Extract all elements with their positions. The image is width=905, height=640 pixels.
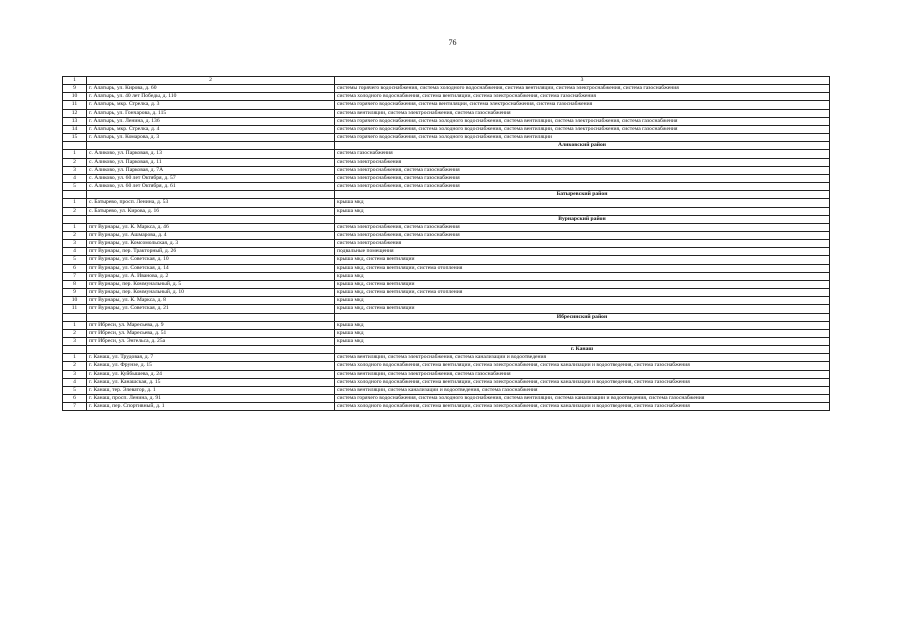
table-row	[63, 125, 830, 133]
row-address: г. Алатырь, ул. Комарова, д. 3	[87, 134, 335, 142]
table-row	[63, 370, 830, 378]
row-systems: система горячего водоснабжения, система холодного водоснабжения, система вентиляции, система электроснабжения, система газоснабжения	[335, 125, 830, 133]
row-number: 1	[63, 354, 87, 362]
document-table	[62, 76, 830, 411]
table-row	[63, 199, 830, 207]
table-row	[63, 321, 830, 329]
section-number-cell	[63, 313, 87, 321]
row-systems: система горячего водоснабжения, система холодного водоснабжения, система вентиляции, система канализации и водоотведения, система газоснабжения	[335, 395, 830, 403]
row-address: с. Аликово, ул. Парковая, д. 13	[87, 150, 335, 158]
table-row	[63, 338, 830, 346]
table-row	[63, 207, 830, 215]
row-number: 5	[63, 386, 87, 394]
table-row	[63, 150, 830, 158]
row-systems: система горячего водоснабжения, система холодного водоснабжения, система вентиляции	[335, 134, 830, 142]
table-row	[63, 117, 830, 125]
table-header-row	[63, 77, 830, 85]
row-address: г. Алатырь, ул. Кирова, д. 60	[87, 85, 335, 93]
table-row	[63, 183, 830, 191]
row-address: г. Алатырь, мкр. Стрелка, д. 4	[87, 125, 335, 133]
row-systems: системы горячего водоснабжения, система холодного водоснабжения, система вентиляции, система электроснабжения, система газоснабжения	[335, 85, 830, 93]
row-systems: система холодного водоснабжения, система вентиляции, система электроснабжения, система канализации и водоотведения, система газоснабжения	[335, 362, 830, 370]
row-number: 7	[63, 403, 87, 411]
row-number: 4	[63, 174, 87, 182]
table-row	[63, 354, 830, 362]
section-title: Батыревский район	[335, 191, 830, 199]
row-address: пгт Ибреси, ул. Маресьева, д. 9	[87, 321, 335, 329]
row-address: пгт Вурнары, ул. К. Маркса, д. 46	[87, 223, 335, 231]
column-header-address: 2	[87, 77, 335, 85]
row-systems: система электроснабжения, система газоснабжения	[335, 174, 830, 182]
table-row	[63, 240, 830, 248]
row-systems: крыша мкд	[335, 199, 830, 207]
table-section-row	[63, 313, 830, 321]
row-systems: система вентиляции, система электроснабжения, система газоснабжения	[335, 109, 830, 117]
row-number: 6	[63, 264, 87, 272]
row-systems: крыша мкд, система вентиляции, система отопления	[335, 289, 830, 297]
row-systems: крыша мкд	[335, 338, 830, 346]
row-number: 10	[63, 297, 87, 305]
row-address: пгт Вурнары, пер. Коммунальный, д. 10	[87, 289, 335, 297]
table-row	[63, 378, 830, 386]
row-systems: система холодного водоснабжения, система вентиляции, система электроснабжения, система газоснабжения	[335, 93, 830, 101]
row-number: 12	[63, 109, 87, 117]
row-address: г. Канаш, пер. Спортивный, д. 1	[87, 403, 335, 411]
row-number: 8	[63, 280, 87, 288]
row-number: 2	[63, 362, 87, 370]
row-number: 3	[63, 338, 87, 346]
table-row	[63, 395, 830, 403]
row-systems: система газоснабжения	[335, 150, 830, 158]
row-number: 4	[63, 378, 87, 386]
section-address-cell	[87, 346, 335, 354]
table-row	[63, 329, 830, 337]
section-title: г. Канаш	[335, 346, 830, 354]
column-header-systems: 3	[335, 77, 830, 85]
row-address: г. Канаш, ул. Канашская, д. 15	[87, 378, 335, 386]
row-address: пгт Ибреси, ул. Энгельса, д. 25а	[87, 338, 335, 346]
row-address: с. Батырево, просп. Ленина, д. 53	[87, 199, 335, 207]
row-systems: система электроснабжения, система газоснабжения	[335, 223, 830, 231]
row-number: 1	[63, 150, 87, 158]
table-row	[63, 93, 830, 101]
table-row	[63, 101, 830, 109]
row-address: г. Канаш, просп. Ленина, д. 91	[87, 395, 335, 403]
row-address: пгт Ибреси, ул. Маресьева, д. 51	[87, 329, 335, 337]
row-number: 2	[63, 329, 87, 337]
column-header-number: 1	[63, 77, 87, 85]
table-row	[63, 248, 830, 256]
table-row	[63, 256, 830, 264]
section-number-cell	[63, 215, 87, 223]
table-row	[63, 264, 830, 272]
row-systems: система электроснабжения	[335, 158, 830, 166]
table-row	[63, 289, 830, 297]
row-address: с. Аликово, ул. Парковая, д. 7А	[87, 166, 335, 174]
row-systems: система вентиляции, система электроснабжения, система газоснабжения	[335, 370, 830, 378]
section-address-cell	[87, 191, 335, 199]
row-systems: система электроснабжения, система газоснабжения	[335, 166, 830, 174]
table-section-row	[63, 191, 830, 199]
row-address: г. Канаш, ул. Фрунзе, д. 15	[87, 362, 335, 370]
row-systems: система холодного водоснабжения, система вентиляции, система электроснабжения, система канализации и водоотведения, система газоснабжения	[335, 403, 830, 411]
row-number: 6	[63, 395, 87, 403]
row-systems: крыша мкд	[335, 297, 830, 305]
row-address: г. Канаш, ул. Трудовая, д. 7	[87, 354, 335, 362]
row-systems: крыша мкд, система вентиляции	[335, 256, 830, 264]
table-row	[63, 109, 830, 117]
row-systems: крыша мкд, система вентиляции, система отопления	[335, 264, 830, 272]
row-number: 10	[63, 93, 87, 101]
section-address-cell	[87, 215, 335, 223]
row-address: с. Аликово, ул. Парковая, д. 11	[87, 158, 335, 166]
row-address: пгт Вурнары, ул. А. Иванова, д. 2	[87, 272, 335, 280]
page-number: 76	[448, 38, 457, 47]
section-address-cell	[87, 313, 335, 321]
row-systems: система вентиляции, система электроснабжения, система канализации и водоотведения	[335, 354, 830, 362]
row-number: 2	[63, 207, 87, 215]
row-address: пгт Вурнары, пер. Тракторный, д. 26	[87, 248, 335, 256]
table-row	[63, 362, 830, 370]
row-address: г. Алатырь, ул. Гончарова, д. 115	[87, 109, 335, 117]
table-row	[63, 297, 830, 305]
row-address: пгт Вурнары, ул. К. Маркса, д. 8	[87, 297, 335, 305]
row-address: г. Алатырь, ул. 40 лет Победы, д. 110	[87, 93, 335, 101]
row-number: 2	[63, 231, 87, 239]
row-number: 9	[63, 85, 87, 93]
table-row	[63, 305, 830, 313]
row-number: 11	[63, 305, 87, 313]
row-number: 1	[63, 321, 87, 329]
section-title: Ибресинский район	[335, 313, 830, 321]
row-systems: система горячего водоснабжения, система холодного водоснабжения, система вентиляции, система электроснабжения, система газоснабжения	[335, 117, 830, 125]
row-address: г. Канаш, тер. Элеватор, д. 1	[87, 386, 335, 394]
section-title: Вурнарский район	[335, 215, 830, 223]
table-row	[63, 223, 830, 231]
row-systems: система холодного водоснабжения, система вентиляции, система электроснабжения, система канализации и водоотведения, система газоснабжения	[335, 378, 830, 386]
table-row	[63, 85, 830, 93]
section-address-cell	[87, 142, 335, 150]
table-row	[63, 174, 830, 182]
table-body	[63, 85, 830, 411]
row-address: с. Аликово, ул. 60 лет Октября, д. 57	[87, 174, 335, 182]
table-section-row	[63, 142, 830, 150]
row-number: 13	[63, 117, 87, 125]
row-systems: система электроснабжения, система газоснабжения	[335, 183, 830, 191]
row-systems: система вентиляции, система канализации и водоотведения, система газоснабжения	[335, 386, 830, 394]
row-address: с. Аликово, ул. 60 лет Октября, д. 61	[87, 183, 335, 191]
table-row	[63, 280, 830, 288]
row-number: 1	[63, 223, 87, 231]
row-number: 3	[63, 166, 87, 174]
row-systems: подвальные помещения	[335, 248, 830, 256]
row-systems: крыша мкд, система вентиляции	[335, 280, 830, 288]
row-number: 9	[63, 289, 87, 297]
row-systems: крыша мкд, система вентиляции	[335, 305, 830, 313]
row-address: г. Канаш, ул. Куйбышева, д. 24	[87, 370, 335, 378]
row-number: 14	[63, 125, 87, 133]
table-row	[63, 134, 830, 142]
row-number: 1	[63, 199, 87, 207]
table-row	[63, 403, 830, 411]
table-section-row	[63, 215, 830, 223]
row-number: 5	[63, 256, 87, 264]
row-address: пгт Вурнары, ул. Ашмарова, д. 4	[87, 231, 335, 239]
row-number: 4	[63, 248, 87, 256]
row-number: 7	[63, 272, 87, 280]
row-systems: крыша мкд	[335, 272, 830, 280]
row-number: 3	[63, 240, 87, 248]
row-systems: крыша мкд	[335, 207, 830, 215]
row-number: 15	[63, 134, 87, 142]
table-row	[63, 231, 830, 239]
row-number: 3	[63, 370, 87, 378]
table-row	[63, 272, 830, 280]
row-systems: крыша мкд	[335, 329, 830, 337]
row-number: 11	[63, 101, 87, 109]
row-systems: крыша мкд	[335, 321, 830, 329]
row-address: г. Алатырь, ул. Ленина, д. 136	[87, 117, 335, 125]
table-row	[63, 386, 830, 394]
row-address: с. Батырево, ул. Кирова, д. 16	[87, 207, 335, 215]
row-number: 2	[63, 158, 87, 166]
row-systems: система горячего водоснабжения, система вентиляции, система электроснабжения, система газоснабжения	[335, 101, 830, 109]
section-number-cell	[63, 142, 87, 150]
row-address: пгт Вурнары, ул. Советская, д. 10	[87, 256, 335, 264]
table-row	[63, 158, 830, 166]
row-address: пгт Вурнары, ул. Комсомольская, д. 3	[87, 240, 335, 248]
section-number-cell	[63, 191, 87, 199]
row-address: пгт Вурнары, пер. Коммунальный, д. 5	[87, 280, 335, 288]
row-number: 5	[63, 183, 87, 191]
table-section-row	[63, 346, 830, 354]
row-systems: система электроснабжения	[335, 240, 830, 248]
section-number-cell	[63, 346, 87, 354]
row-address: пгт Вурнары, ул. Советская, д. 14	[87, 264, 335, 272]
table-row	[63, 166, 830, 174]
row-systems: система электроснабжения, система газоснабжения	[335, 231, 830, 239]
section-title: Аликовский район	[335, 142, 830, 150]
row-address: г. Алатырь, мкр. Стрелка, д. 3	[87, 101, 335, 109]
row-address: пгт Вурнары, ул. Советская, д. 21	[87, 305, 335, 313]
